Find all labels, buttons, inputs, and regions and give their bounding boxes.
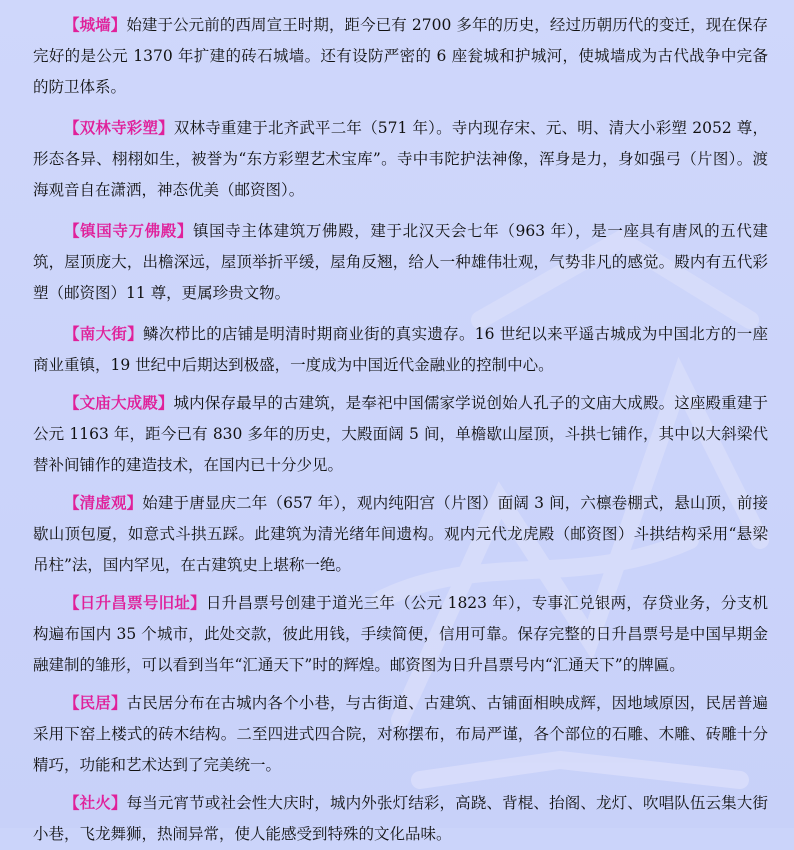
section-tag: 【文庙大成殿】 [64,393,174,412]
section-tag: 【清虚观】 [64,493,143,512]
section-residences [33,687,768,781]
section-tag: 【南大街】 [64,324,143,343]
section-city-wall [33,9,768,103]
section-text: 双林寺重建于北齐武平二年（571 年）。寺内现存宋、元、明、清大小彩塑 2052 尊，形态各异、栩栩如生，被誉为“东方彩塑艺术宝库”。寺中韦陀护法神像，浑身是力，身如强弓（片图）。渡海观音自在潇洒，神态优美（邮资图）。 [33,119,768,199]
section-text: 古民居分布在古城内各个小巷，与古街道、古建筑、古铺面相映成辉，因地域原因，民居普遍采用下窑上楼式的砖木结构。二至四进式四合院，对称摆布，布局严谨，各个部位的石雕、木雕、砖雕十分精巧，功能和艺术达到了完美统一。 [33,694,768,774]
section-rishengchang [33,587,768,681]
section-text: 城内保存最早的古建筑，是奉祀中国儒家学说创始人孔子的文庙大成殿。这座殿重建于公元 1163 年，距今已有 830 多年的历史，大殿面阔 5 间，单檐歇山屋顶，斗拱七铺作，其中以大斜梁代替补间铺作的建造技术，在国内已十分少见。 [33,394,768,474]
section-text: 日升昌票号创建于道光三年（公元 1823 年），专事汇兑银两，存贷业务，分支机构遍布国内 35 个城市，此处交款，彼此用钱，手续简便，信用可靠。保存完整的日升昌票号是中国早期金融建制的雏形，可以看到当年“汇通天下”时的辉煌。邮资图为日升昌票号内“汇通天下”的牌匾。 [33,594,768,674]
section-tag: 【双林寺彩塑】 [64,118,174,137]
section-tag: 【民居】 [64,693,127,712]
section-tag: 【社火】 [64,793,127,812]
section-text: 始建于公元前的西周宣王时期，距今已有 2700 多年的历史，经过历朝历代的变迁，现在保存完好的是公元 1370 年扩建的砖石城墙。还有设防严密的 6 座瓮城和护城河，使城墙成为古代战争中完备的防卫体系。 [33,16,768,96]
section-shehuo [33,787,768,850]
section-shuanglin-temple [33,112,768,206]
section-qingxu-temple [33,487,768,581]
section-text: 每当元宵节或社会性大庆时，城内外张灯结彩，高跷、背棍、抬阁、龙灯、吹唱队伍云集大街小巷，飞龙舞狮，热闹异常，使人能感受到特殊的文化品味。 [33,794,768,843]
section-tag: 【城墙】 [64,15,127,34]
section-text: 始建于唐显庆二年（657 年），观内纯阳宫（片图）面阔 3 间，六檩卷棚式，悬山顶，前接歇山顶包厦，如意式斗拱五踩。此建筑为清光绪年间遗构。观内元代龙虎殿（邮资图）斗拱结构采用“悬梁吊柱”法，国内罕见，在古建筑史上堪称一绝。 [33,494,768,574]
section-confucius-temple [33,387,768,481]
section-text: 镇国寺主体建筑万佛殿，建于北汉天会七年（963 年），是一座具有唐风的五代建筑，屋顶庞大，出檐深远，屋顶举折平缓，屋角反翘，给人一种雄伟壮观，气势非凡的感觉。殿内有五代彩塑（邮资图）11 尊，更属珍贵文物。 [33,222,768,302]
section-tag: 【日升昌票号旧址】 [64,593,206,612]
section-zhenguo-temple [33,215,768,309]
section-tag: 【镇国寺万佛殿】 [64,221,193,240]
section-south-street [33,318,768,381]
section-text: 鳞次栉比的店铺是明清时期商业街的真实遗存。16 世纪以来平遥古城成为中国北方的一座商业重镇，19 世纪中后期达到极盛，一度成为中国近代金融业的控制中心。 [33,325,768,374]
